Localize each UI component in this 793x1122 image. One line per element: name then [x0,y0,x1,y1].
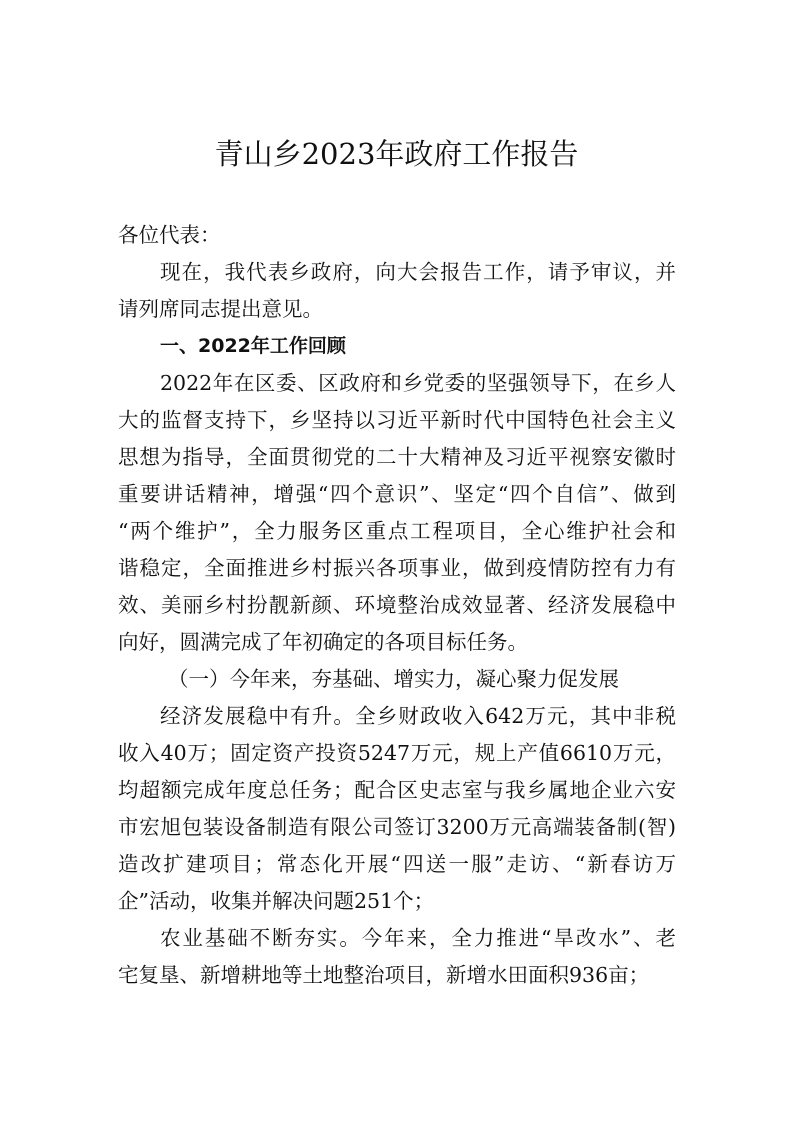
paragraph [118,698,676,920]
paragraph [118,920,676,994]
text-line: 重要讲话精神，增强“四个意识”、坚定“四个自信”、做到 [118,482,676,506]
text-line: 收入40万；固定资产投资5247万元，规上产值6610万元， [118,741,676,765]
text-line: 市宏旭包装设备制造有限公司签订3200万元高端装备制(智) [118,815,676,839]
text-line: 经济发展稳中有升。全乡财政收入642万元，其中非税 [160,704,676,728]
text-line: 效、美丽乡村扮靓新颜、环境整治成效显著、经济发展稳中 [118,593,676,617]
paragraph [118,217,676,254]
text-line: 企”活动，收集并解决问题251个； [118,889,435,913]
text-line: 2022年在区委、区政府和乡党委的坚强领导下，在乡人 [160,371,676,395]
text-line: 请列席同志提出意见。 [118,297,323,321]
paragraph [118,365,676,661]
text-line: “两个维护”，全力服务区重点工程项目，全心维护社会和 [118,519,676,543]
document-title: 青山乡2023年政府工作报告 [214,137,579,171]
text-line: 均超额完成年度总任务；配合区史志室与我乡属地企业六安 [118,778,676,802]
text-line: 农业基础不断夯实。今年来，全力推进“旱改水”、老 [160,926,676,950]
text-line: 造改扩建项目；常态化开展“四送一服”走访、“新春访万 [118,852,676,876]
text-line: 谐稳定，全面推进乡村振兴各项事业，做到疫情防控有力有 [118,556,676,580]
text-line: 大的监督支持下，乡坚持以习近平新时代中国特色社会主义 [118,408,676,432]
text-line: 一、2022年工作回顾 [160,335,346,357]
text-line: （一）今年来，夯基础、增实力，凝心聚力促发展 [168,667,619,691]
text-line: 各位代表： [118,223,221,247]
text-line: 现在，我代表乡政府，向大会报告工作，请予审议，并 [160,260,676,284]
text-line: 思想为指导，全面贯彻党的二十大精神及习近平视察安徽时 [118,445,676,469]
section-heading [118,328,676,365]
document-body [118,217,676,994]
text-line: 向好，圆满完成了年初确定的各项目标任务。 [118,630,528,654]
subsection-heading [118,661,676,698]
paragraph [118,254,676,328]
text-line: 宅复垦、新增耕地等土地整治项目，新增水田面积936亩； [118,963,650,987]
